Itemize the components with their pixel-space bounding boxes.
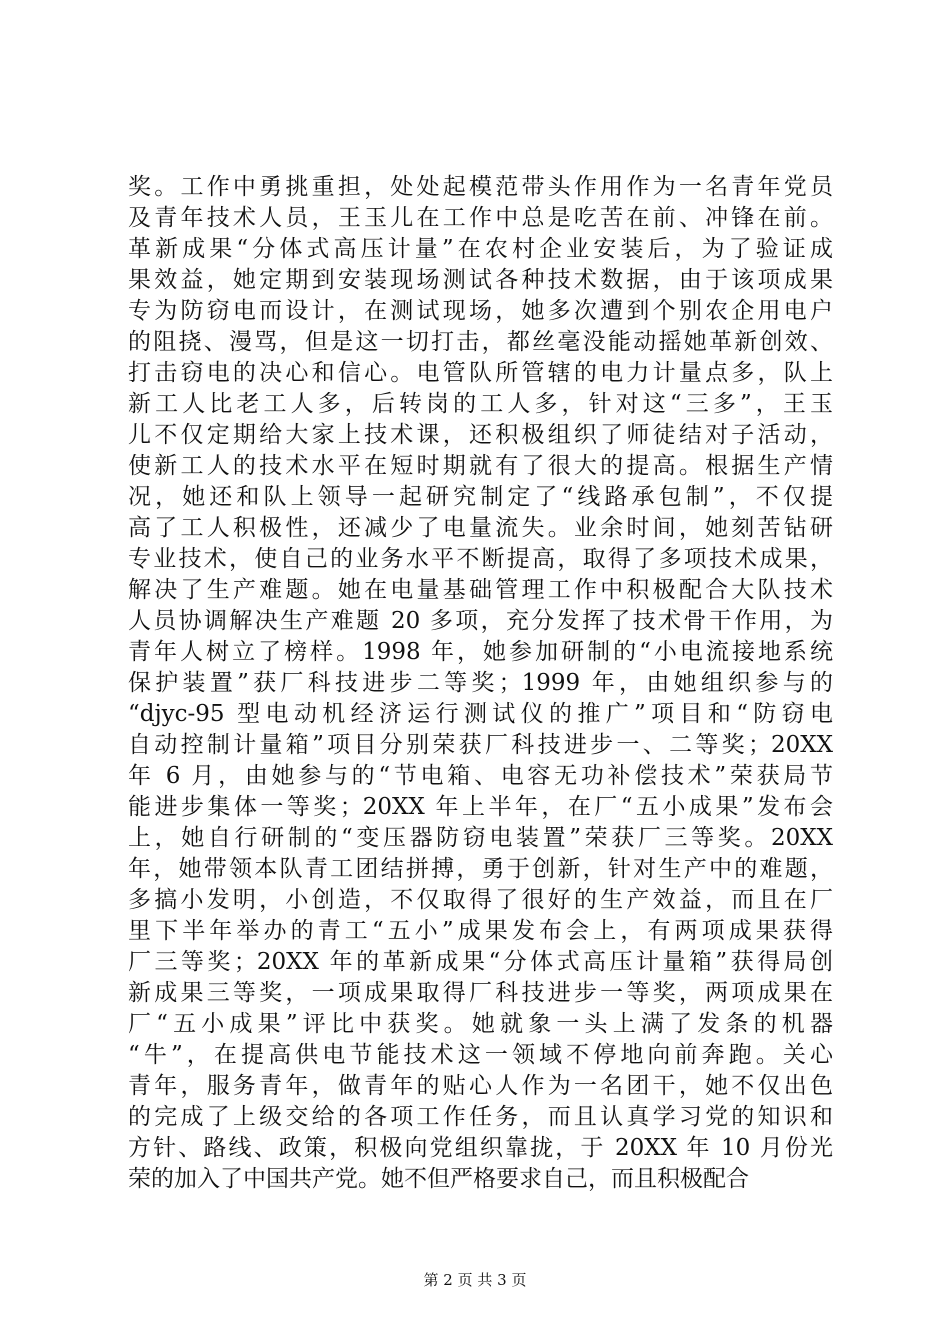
- text-line: 果效益，她定期到安装现场测试各种技术数据，由于该项成果: [128, 267, 833, 293]
- text-line: 况，她还和队上领导一起研究制定了“线路承包制”，不仅提: [128, 484, 833, 510]
- text-line: 里下半年举办的青工“五小”成果发布会上，有两项成果获得: [128, 918, 833, 944]
- text-line: 自动控制计量箱”项目分别荣获厂科技进步一、二等奖；20XX: [128, 732, 833, 758]
- text-line: 打击窃电的决心和信心。电管队所管辖的电力计量点多，队上: [128, 360, 833, 386]
- text-line: “djyc-95 型电动机经济运行测试仪的推广”项目和“防窃电: [128, 701, 833, 727]
- text-line: “牛”，在提高供电节能技术这一领域不停地向前奔跑。关心: [128, 1042, 833, 1068]
- text-line: 方针、路线、政策，积极向党组织靠拢，于 20XX 年 10 月份光: [128, 1135, 833, 1161]
- text-line: 厂“五小成果”评比中获奖。她就象一头上满了发条的机器: [128, 1011, 833, 1037]
- text-line: 新成果三等奖，一项成果取得厂科技进步一等奖，两项成果在: [128, 980, 833, 1006]
- text-line: 革新成果“分体式高压计量”在农村企业安装后，为了验证成: [128, 236, 833, 262]
- text-line: 人员协调解决生产难题 20 多项，充分发挥了技术骨干作用，为: [128, 608, 833, 634]
- text-line: 年 6 月，由她参与的“节电箱、电容无功补偿技术”荣获局节: [128, 763, 833, 789]
- text-line: 荣的加入了中国共产党。她不但严格要求自己，而且积极配合: [128, 1166, 749, 1192]
- text-line: 使新工人的技术水平在短时期就有了很大的提高。根据生产情: [128, 453, 833, 479]
- text-line: 能进步集体一等奖；20XX 年上半年，在厂“五小成果”发布会: [128, 794, 833, 820]
- body-paragraph: [128, 172, 833, 1195]
- text-line: 专业技术，使自己的业务水平不断提高，取得了多项技术成果，: [128, 546, 833, 572]
- text-line: 年，她带领本队青工团结拼搏，勇于创新，针对生产中的难题，: [128, 856, 833, 882]
- text-line: 的完成了上级交给的各项工作任务，而且认真学习党的知识和: [128, 1104, 833, 1130]
- text-line: 青年，服务青年，做青年的贴心人作为一名团干，她不仅出色: [128, 1073, 833, 1099]
- text-line: 儿不仅定期给大家上技术课，还积极组织了师徒结对子活动，: [128, 422, 833, 448]
- text-line: 多搞小发明，小创造，不仅取得了很好的生产效益，而且在厂: [128, 887, 833, 913]
- text-line: 高了工人积极性，还减少了电量流失。业余时间，她刻苦钻研: [128, 515, 833, 541]
- text-line: 专为防窃电而设计，在测试现场，她多次遭到个别农企用电户: [128, 298, 833, 324]
- text-line: 新工人比老工人多，后转岗的工人多，针对这“三多”，王玉: [128, 391, 833, 417]
- text-line: 及青年技术人员，王玉儿在工作中总是吃苦在前、冲锋在前。: [128, 205, 833, 231]
- text-line: 保护装置”获厂科技进步二等奖；1999 年，由她组织参与的: [128, 670, 833, 696]
- page-number-footer: 第 2 页 共 3 页: [423, 1271, 527, 1289]
- text-line: 解决了生产难题。她在电量基础管理工作中积极配合大队技术: [128, 577, 833, 603]
- text-line: 厂三等奖；20XX 年的革新成果“分体式高压计量箱”获得局创: [128, 949, 833, 975]
- text-line: 上，她自行研制的“变压器防窃电装置”荣获厂三等奖。20XX: [128, 825, 833, 851]
- text-line: 青年人树立了榜样。1998 年，她参加研制的“小电流接地系统: [128, 639, 833, 665]
- text-line: 奖。工作中勇挑重担，处处起模范带头作用作为一名青年党员: [128, 174, 833, 200]
- text-line: 的阻挠、漫骂，但是这一切打击，都丝毫没能动摇她革新创效、: [128, 329, 833, 355]
